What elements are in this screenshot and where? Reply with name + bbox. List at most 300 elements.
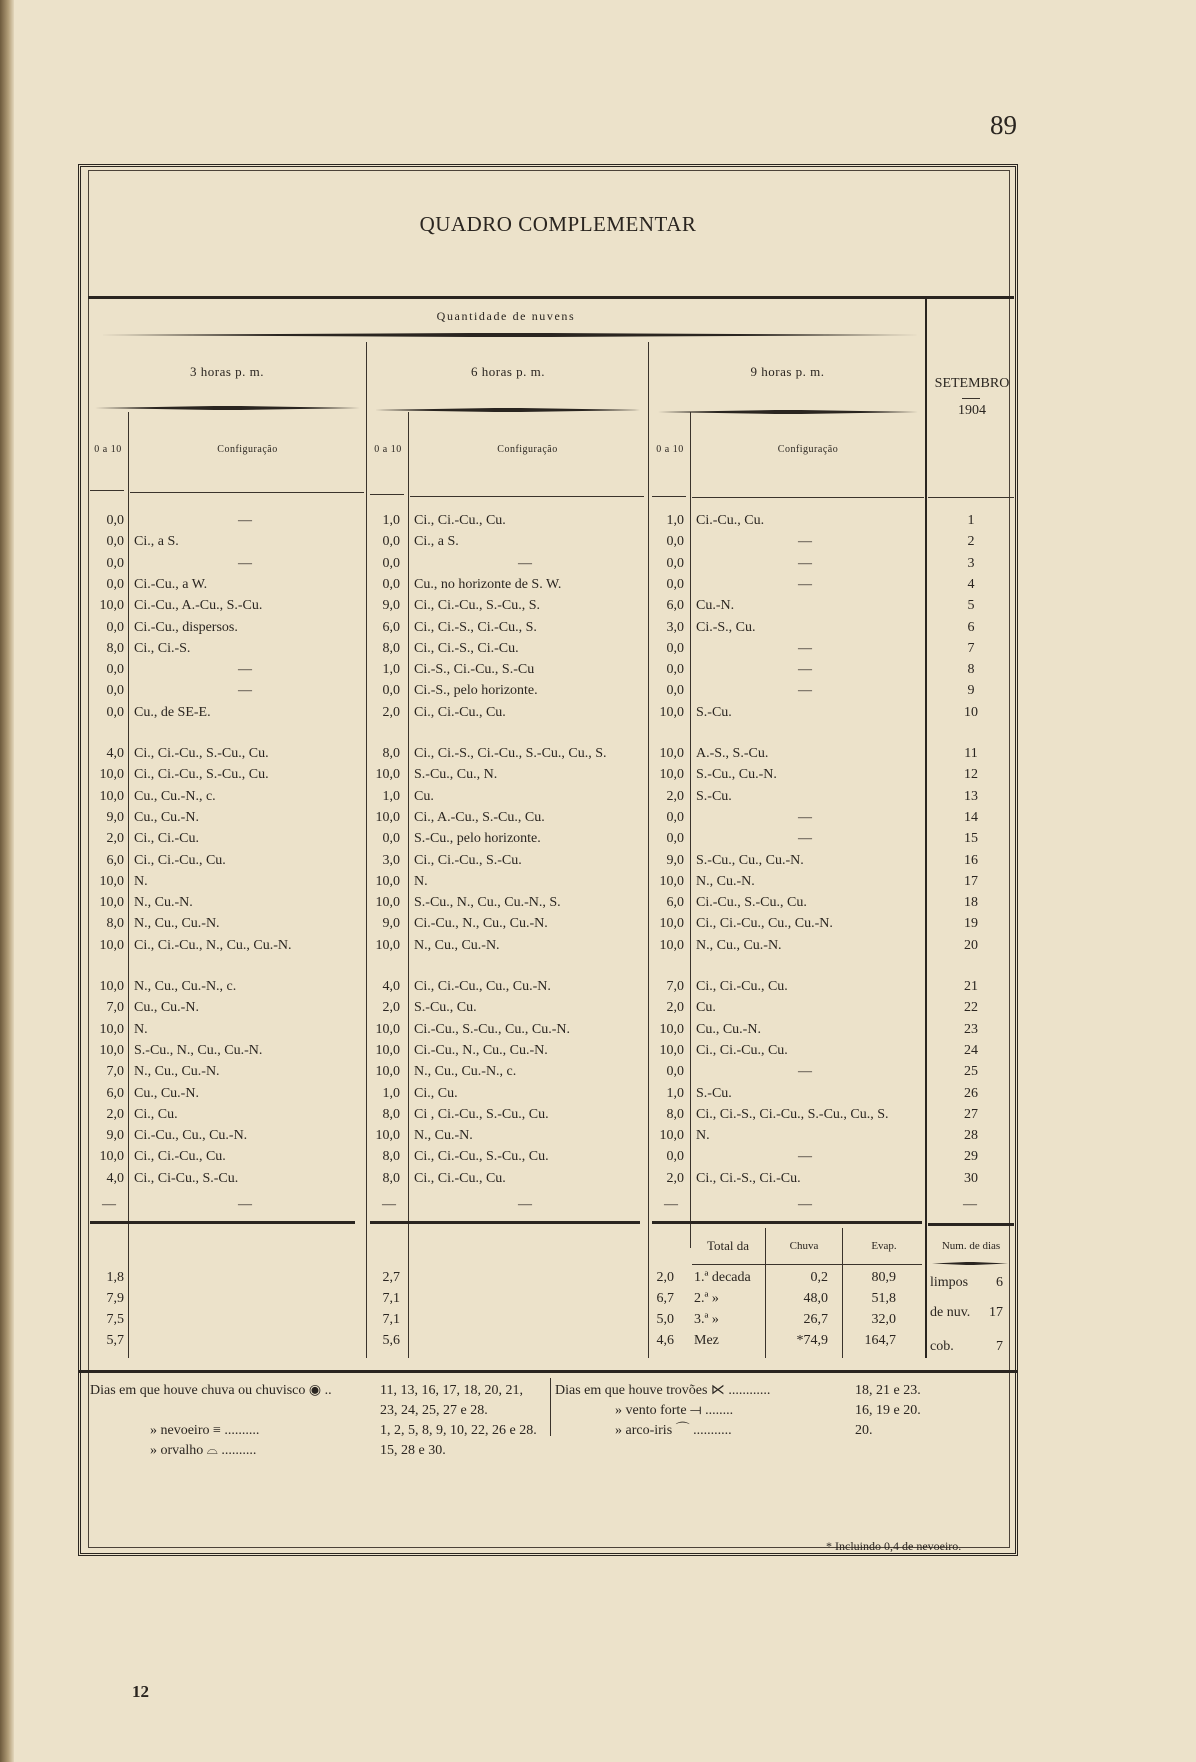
- day-number: 20: [964, 937, 978, 953]
- config-3pm: —: [238, 555, 252, 571]
- config-6pm: Ci.-S., Ci.-Cu., S.-Cu: [414, 662, 535, 678]
- header-underline: [410, 496, 644, 497]
- qty-3pm: 6,0: [106, 1085, 124, 1101]
- config-3pm: —: [238, 683, 252, 699]
- summary-chuva: 0,2: [810, 1270, 828, 1285]
- qty-6pm: 10,0: [375, 809, 400, 825]
- qty-9pm: 10,0: [659, 916, 684, 932]
- qty-6pm: 0,0: [382, 534, 400, 550]
- legend-label: » orvalho ⌓ ..........: [150, 1443, 257, 1458]
- summary-6pm: 5,6: [382, 1333, 400, 1348]
- config-header-9pm: Configuração: [777, 444, 839, 455]
- day-number: 7: [967, 640, 975, 656]
- day-number: 16: [964, 852, 978, 868]
- legend-days: 15, 28 e 30.: [380, 1443, 446, 1458]
- qty-3pm: 9,0: [106, 1128, 124, 1144]
- qty-9pm: 2,0: [666, 788, 684, 804]
- qty-3pm: 10,0: [99, 598, 124, 614]
- column-divider: [925, 296, 927, 1358]
- qty-3pm: 10,0: [99, 767, 124, 783]
- qty-9pm: 10,0: [659, 767, 684, 783]
- config-3pm: N.: [134, 873, 148, 889]
- legend-left: [90, 1381, 550, 1461]
- config-6pm: N.: [414, 873, 428, 889]
- summary-9pm: 2,0: [656, 1270, 674, 1285]
- config-3pm: —: [238, 513, 252, 528]
- config-9pm: N., Cu.-N.: [696, 873, 755, 889]
- column-divider: [648, 342, 649, 1358]
- qty-3pm: 0,0: [106, 619, 124, 635]
- summary-3pm: 7,5: [106, 1312, 124, 1327]
- config-3pm: Ci., Ci.-Cu., S.-Cu., Cu.: [134, 746, 269, 761]
- numdias-value: 17: [989, 1305, 1003, 1320]
- config-3pm: Cu., Cu.-N.: [134, 1000, 199, 1016]
- qty-6pm: 9,0: [382, 598, 400, 614]
- qty-6pm: 2,0: [382, 704, 400, 720]
- qty-9pm: 6,0: [666, 895, 684, 911]
- config-9pm: Ci., Ci.-Cu., Cu.: [696, 979, 788, 994]
- day-number: 2: [967, 534, 975, 550]
- qty-3pm: 0,0: [106, 662, 124, 678]
- qty-6pm: 8,0: [382, 1106, 400, 1122]
- config-6pm: N., Cu.-N.: [414, 1128, 473, 1144]
- config-9pm: S.-Cu.: [696, 704, 732, 720]
- config-6pm: Ci , Ci.-Cu., S.-Cu., Cu.: [414, 1106, 549, 1122]
- qty-6pm: 10,0: [375, 1128, 400, 1144]
- legend-rule: [78, 1370, 1018, 1373]
- config-9pm: —: [798, 576, 812, 592]
- qty-3pm: 4,0: [106, 746, 124, 761]
- config-3pm: Ci., Cu.: [134, 1106, 178, 1122]
- day-number: 17: [964, 873, 978, 889]
- config-3pm: Ci., Ci.-S.: [134, 640, 191, 656]
- qty-9pm: 10,0: [659, 1128, 684, 1144]
- qty-6pm: 0,0: [382, 683, 400, 699]
- summary-chuva-header: Chuva: [789, 1240, 819, 1252]
- config-6pm: Ci., Ci.-S., Ci.-Cu.: [414, 640, 519, 656]
- summary-evap: 80,9: [871, 1270, 896, 1285]
- summary-evap: 164,7: [864, 1333, 896, 1348]
- config-6pm: N., Cu., Cu.-N.: [414, 937, 500, 953]
- legend-right: [555, 1381, 975, 1441]
- config-3pm: Cu., de SE-E.: [134, 704, 211, 720]
- period-9pm: 9 horas p. m.: [750, 364, 825, 379]
- config-6pm: Ci., a S.: [414, 534, 459, 550]
- config-6pm: Ci., Ci.-S., Ci.-Cu., S.-Cu., Cu., S.: [414, 746, 607, 761]
- qty-header-6pm: 0 a 10: [374, 444, 402, 455]
- config-9pm: —: [798, 555, 812, 571]
- qty-6pm: 0,0: [382, 555, 400, 571]
- column-end-dash: —: [382, 1197, 396, 1212]
- header-underline: [130, 492, 364, 493]
- legend-divider: [550, 1378, 551, 1436]
- config-9pm: —: [798, 683, 812, 699]
- qty-9pm: 2,0: [666, 1170, 684, 1186]
- config-9pm: Ci.-S., Cu.: [696, 619, 756, 635]
- config-9pm: S.-Cu.: [696, 1085, 732, 1101]
- summary-6pm: 7,1: [382, 1291, 400, 1306]
- config-header-6pm: Configuração: [497, 444, 558, 455]
- page-title: QUADRO COMPLEMENTAR: [419, 212, 697, 236]
- qty-9pm: 0,0: [666, 1149, 684, 1165]
- config-3pm: Cu., Cu.-N.: [134, 1085, 199, 1101]
- config-9pm: —: [798, 1149, 812, 1165]
- qty-6pm: 10,0: [375, 1042, 400, 1058]
- qty-9pm: 8,0: [666, 1106, 684, 1122]
- day-number: 15: [964, 831, 978, 847]
- day-number: 10: [964, 704, 978, 720]
- legend-label: » nevoeiro ≡ ..........: [150, 1423, 260, 1438]
- qty-3pm: 0,0: [106, 576, 124, 592]
- column-end-dash: —: [102, 1197, 116, 1212]
- qty-6pm: 3,0: [382, 852, 400, 868]
- config-3pm: Ci., Ci.-Cu., N., Cu., Cu.-N.: [134, 937, 292, 953]
- config-9pm: —: [798, 809, 812, 825]
- config-3pm: N., Cu.-N.: [134, 895, 193, 911]
- day-number: 29: [964, 1149, 978, 1165]
- config-3pm: —: [238, 662, 252, 678]
- config-9pm: Ci.-Cu., S.-Cu., Cu.: [696, 895, 807, 911]
- qty-6pm: 4,0: [382, 979, 400, 994]
- qty-3pm: 10,0: [99, 895, 124, 911]
- qty-9pm: 7,0: [666, 979, 684, 994]
- summary-total-header: Total da: [706, 1238, 750, 1253]
- config-6pm: Ci.-Cu., N., Cu., Cu.-N.: [414, 916, 548, 932]
- summary-chuva: *74,9: [796, 1333, 828, 1348]
- qty-3pm: 7,0: [106, 1064, 124, 1080]
- legend-days: 20.: [855, 1423, 873, 1438]
- config-6pm: S.-Cu., N., Cu., Cu.-N., S.: [414, 895, 561, 911]
- qty-9pm: 9,0: [666, 852, 684, 868]
- day-number: 24: [964, 1042, 978, 1058]
- day-number: 14: [964, 809, 978, 825]
- config-6pm: Ci., Ci.-Cu., Cu.: [414, 704, 506, 720]
- config-6pm: N., Cu., Cu.-N., c.: [414, 1064, 517, 1080]
- column-end-dash: —: [798, 1197, 812, 1212]
- qty-3pm: 10,0: [99, 788, 124, 804]
- config-3pm: Ci.-Cu., a W.: [134, 576, 208, 592]
- legend-label: Dias em que houve chuva ou chuvisco ◉ ..: [90, 1383, 332, 1398]
- legend-row: [90, 1401, 550, 1421]
- numdias-value: 6: [996, 1275, 1003, 1290]
- qty-9pm: 10,0: [659, 873, 684, 889]
- qty-6pm: 10,0: [375, 895, 400, 911]
- config-3pm: N.: [134, 1021, 148, 1037]
- qty-9pm: 0,0: [666, 1064, 684, 1080]
- qty-9pm: 10,0: [659, 746, 684, 761]
- qty-3pm: 10,0: [99, 1042, 124, 1058]
- config-9pm: Ci., Ci.-Cu., Cu., Cu.-N.: [696, 916, 833, 932]
- month-year-divider: [962, 398, 980, 399]
- legend-row: [555, 1381, 975, 1401]
- legend-row: [555, 1401, 975, 1421]
- day-number: 18: [964, 895, 978, 911]
- qty-9pm: 6,0: [666, 598, 684, 614]
- qty-6pm: 1,0: [382, 662, 400, 678]
- config-3pm: N., Cu., Cu.-N.: [134, 916, 220, 932]
- legend-days: 16, 19 e 20.: [855, 1403, 921, 1418]
- config-3pm: Ci.-Cu., A.-Cu., S.-Cu.: [134, 598, 263, 614]
- qty-3pm: 0,0: [106, 704, 124, 720]
- qty-9pm: 0,0: [666, 640, 684, 656]
- folio-number: 12: [132, 1682, 149, 1701]
- config-3pm: Ci., Ci.-Cu., Cu.: [134, 1149, 226, 1165]
- config-6pm: Ci., Ci.-Cu., S.-Cu.: [414, 852, 522, 868]
- config-3pm: S.-Cu., N., Cu., Cu.-N.: [134, 1042, 263, 1058]
- header-rule: [88, 296, 1014, 299]
- column-divider: [128, 412, 129, 1358]
- book-spine: [0, 0, 14, 1762]
- summary-divider: [842, 1228, 843, 1358]
- summary-decada-label: 3.ª »: [694, 1312, 719, 1327]
- header-underline: [370, 494, 404, 495]
- qty-6pm: 1,0: [382, 513, 400, 528]
- qty-6pm: 0,0: [382, 831, 400, 847]
- summary-decada-label: Mez: [694, 1333, 719, 1348]
- day-number: 5: [967, 598, 975, 614]
- config-3pm: Ci.-Cu., Cu., Cu.-N.: [134, 1128, 248, 1144]
- config-6pm: Ci., Ci.-Cu., S.-Cu., S.: [414, 598, 541, 614]
- config-9pm: Ci., Ci.-S., Ci.-Cu.: [696, 1170, 801, 1186]
- table-closing-rule: [90, 1221, 355, 1224]
- config-9pm: A.-S., S.-Cu.: [696, 746, 769, 761]
- qty-9pm: 0,0: [666, 555, 684, 571]
- config-6pm: Ci., Ci.-Cu., S.-Cu., Cu.: [414, 1149, 549, 1165]
- summary-numdias-header: Num. de dias: [941, 1240, 1001, 1252]
- day-number: 1: [967, 513, 975, 528]
- config-6pm: S.-Cu., pelo horizonte.: [414, 831, 541, 847]
- summary-6pm: 2,7: [382, 1270, 400, 1285]
- config-3pm: Ci., a S.: [134, 534, 179, 550]
- config-9pm: Cu., Cu.-N.: [696, 1021, 761, 1037]
- period-3pm: 3 horas p. m.: [189, 364, 265, 379]
- qty-3pm: 8,0: [106, 640, 124, 656]
- qty-6pm: 2,0: [382, 1000, 400, 1016]
- legend-row: [555, 1421, 975, 1441]
- qty-9pm: 1,0: [666, 513, 684, 528]
- group-header: Quantidade de nuvens: [436, 309, 576, 323]
- config-3pm: Ci., Ci.-Cu., S.-Cu., Cu.: [134, 767, 269, 783]
- qty-9pm: 0,0: [666, 683, 684, 699]
- day-number: 4: [967, 576, 975, 592]
- legend-days: 1, 2, 5, 8, 9, 10, 22, 26 e 28.: [380, 1423, 537, 1438]
- qty-header-3pm: 0 a 10: [94, 444, 122, 455]
- qty-3pm: 10,0: [99, 873, 124, 889]
- numdias-label: limpos: [930, 1275, 969, 1290]
- qty-9pm: 0,0: [666, 662, 684, 678]
- day-number: 28: [964, 1128, 978, 1144]
- column-end-dash: —: [518, 1197, 532, 1212]
- numdias-label: cob.: [930, 1339, 954, 1354]
- qty-9pm: 2,0: [666, 1000, 684, 1016]
- qty-9pm: 0,0: [666, 831, 684, 847]
- qty-6pm: 6,0: [382, 619, 400, 635]
- day-number: 22: [964, 1000, 978, 1016]
- config-9pm: N., Cu., Cu.-N.: [696, 937, 782, 953]
- day-number: 9: [967, 683, 975, 699]
- config-6pm: S.-Cu., Cu.: [414, 1000, 477, 1016]
- qty-9pm: 0,0: [666, 576, 684, 592]
- qty-3pm: 8,0: [106, 916, 124, 932]
- qty-6pm: 8,0: [382, 746, 400, 761]
- day-number: 25: [964, 1064, 978, 1080]
- summary-decada-label: 1.ª decada: [694, 1270, 751, 1285]
- qty-3pm: 10,0: [99, 1149, 124, 1165]
- summary-9pm: 6,7: [656, 1291, 674, 1306]
- summary-6pm: 7,1: [382, 1312, 400, 1327]
- config-6pm: Cu.: [414, 788, 434, 804]
- config-3pm: Ci., Ci.-Cu.: [134, 831, 199, 847]
- summary-evap: 32,0: [871, 1312, 896, 1327]
- day-number: 23: [964, 1021, 978, 1037]
- qty-6pm: 8,0: [382, 1149, 400, 1165]
- legend-label: Dias em que houve trovões ⋉ ............: [555, 1383, 771, 1398]
- config-9pm: N.: [696, 1128, 710, 1144]
- summary-3pm: 5,7: [106, 1333, 124, 1348]
- config-6pm: Cu., no horizonte de S. W.: [414, 576, 562, 592]
- config-6pm: Ci.-Cu., N., Cu., Cu.-N.: [414, 1042, 548, 1058]
- day-number: 27: [964, 1106, 978, 1122]
- qty-6pm: 1,0: [382, 788, 400, 804]
- legend-days: 18, 21 e 23.: [855, 1383, 921, 1398]
- config-9pm: S.-Cu., Cu.-N.: [696, 767, 777, 783]
- qty-3pm: 0,0: [106, 534, 124, 550]
- footnote: * Incluindo 0,4 de nevoeiro.: [826, 1539, 962, 1553]
- day-number: 8: [967, 662, 975, 678]
- config-9pm: Ci., Ci.-S., Ci.-Cu., S.-Cu., Cu., S.: [696, 1106, 889, 1122]
- qty-3pm: 4,0: [106, 1170, 124, 1186]
- legend-label: » vento forte ⟞ ........: [615, 1403, 734, 1418]
- config-9pm: S.-Cu., Cu., Cu.-N.: [696, 852, 804, 868]
- summary-chuva: 48,0: [803, 1291, 828, 1306]
- qty-6pm: 8,0: [382, 1170, 400, 1186]
- legend-row: [90, 1421, 550, 1441]
- config-9pm: —: [798, 640, 812, 656]
- qty-3pm: 7,0: [106, 1000, 124, 1016]
- config-9pm: S.-Cu.: [696, 788, 732, 804]
- column-divider: [408, 412, 409, 1358]
- day-number: 19: [964, 916, 978, 932]
- legend-row: [90, 1381, 550, 1401]
- legend-row: [90, 1441, 550, 1461]
- qty-3pm: 6,0: [106, 852, 124, 868]
- config-6pm: Ci., Ci.-Cu., Cu., Cu.-N.: [414, 979, 551, 994]
- summary-evap-header: Evap.: [871, 1240, 897, 1252]
- column-divider: [690, 412, 691, 1248]
- config-6pm: S.-Cu., Cu., N.: [414, 767, 498, 783]
- qty-6pm: 0,0: [382, 576, 400, 592]
- legend-label: » arco-iris ⌒ ...........: [615, 1423, 732, 1438]
- config-9pm: Ci.-Cu., Cu.: [696, 513, 765, 528]
- day-number: 30: [964, 1170, 978, 1186]
- qty-3pm: 9,0: [106, 809, 124, 825]
- table-closing-rule: [652, 1221, 922, 1224]
- header-underline: [90, 490, 124, 491]
- config-6pm: Ci., Cu.: [414, 1085, 458, 1101]
- numdias-value: 7: [996, 1339, 1003, 1354]
- config-3pm: N., Cu., Cu.-N.: [134, 1064, 220, 1080]
- qty-6pm: 10,0: [375, 873, 400, 889]
- column-end-dash: —: [963, 1197, 977, 1212]
- config-6pm: Ci.-Cu., S.-Cu., Cu., Cu.-N.: [414, 1021, 570, 1037]
- table-closing-rule: [928, 1223, 1014, 1226]
- day-number: 21: [964, 979, 978, 994]
- day-number: 11: [964, 746, 978, 761]
- qty-9pm: 10,0: [659, 1042, 684, 1058]
- qty-9pm: 10,0: [659, 704, 684, 720]
- legend-days: 23, 24, 25, 27 e 28.: [380, 1403, 488, 1418]
- qty-9pm: 1,0: [666, 1085, 684, 1101]
- summary-chuva: 26,7: [803, 1312, 828, 1327]
- day-number: 6: [967, 619, 975, 635]
- config-6pm: —: [518, 555, 532, 571]
- qty-6pm: 10,0: [375, 1021, 400, 1037]
- qty-3pm: 0,0: [106, 555, 124, 571]
- config-3pm: Ci.-Cu., dispersos.: [134, 619, 238, 635]
- qty-3pm: 2,0: [106, 831, 124, 847]
- summary-header-rule: [692, 1264, 922, 1265]
- summary-decada-label: 2.ª »: [694, 1291, 719, 1306]
- summary-9pm: 4,6: [656, 1333, 674, 1348]
- qty-9pm: 10,0: [659, 1021, 684, 1037]
- qty-6pm: 10,0: [375, 937, 400, 953]
- qty-3pm: 2,0: [106, 1106, 124, 1122]
- day-number: 13: [964, 788, 978, 804]
- qty-3pm: 0,0: [106, 683, 124, 699]
- qty-3pm: 10,0: [99, 1021, 124, 1037]
- numdias-label: de nuv.: [930, 1305, 971, 1320]
- config-3pm: Ci., Ci-Cu., S.-Cu.: [134, 1170, 239, 1186]
- column-end-dash: —: [238, 1197, 252, 1212]
- config-9pm: —: [798, 662, 812, 678]
- summary-9pm: 5,0: [656, 1312, 674, 1327]
- legend-days: 11, 13, 16, 17, 18, 20, 21,: [380, 1383, 523, 1398]
- qty-6pm: 10,0: [375, 767, 400, 783]
- header-underline: [928, 497, 1014, 498]
- summary-evap: 51,8: [871, 1291, 896, 1306]
- column-end-dash: —: [664, 1197, 678, 1212]
- config-3pm: Cu., Cu.-N., c.: [134, 788, 216, 804]
- qty-6pm: 10,0: [375, 1064, 400, 1080]
- config-6pm: Ci., Ci.-Cu., Cu.: [414, 513, 506, 528]
- config-3pm: N., Cu., Cu.-N., c.: [134, 979, 237, 994]
- qty-9pm: 0,0: [666, 534, 684, 550]
- header-underline: [692, 497, 924, 498]
- header-underline: [652, 496, 686, 497]
- summary-3pm: 7,9: [106, 1291, 124, 1306]
- qty-6pm: 8,0: [382, 640, 400, 656]
- page-number: 89: [990, 110, 1017, 140]
- day-number: 3: [967, 555, 975, 571]
- qty-header-9pm: 0 a 10: [656, 444, 684, 455]
- qty-3pm: 10,0: [99, 937, 124, 953]
- config-6pm: Ci., Ci.-S., Ci.-Cu., S.: [414, 619, 537, 635]
- qty-3pm: 0,0: [106, 513, 124, 528]
- config-9pm: —: [798, 831, 812, 847]
- qty-9pm: 0,0: [666, 809, 684, 825]
- config-9pm: —: [798, 534, 812, 550]
- year-label: 1904: [958, 403, 986, 418]
- period-6pm: 6 horas p. m.: [470, 364, 546, 379]
- qty-9pm: 3,0: [666, 619, 684, 635]
- config-9pm: —: [798, 1064, 812, 1080]
- config-header-3pm: Configuração: [217, 444, 278, 455]
- qty-3pm: 10,0: [99, 979, 124, 994]
- month-label: SETEMBRO: [934, 376, 1010, 391]
- config-3pm: Cu., Cu.-N.: [134, 809, 199, 825]
- config-9pm: Cu.-N.: [696, 598, 735, 614]
- day-number: 26: [964, 1085, 978, 1101]
